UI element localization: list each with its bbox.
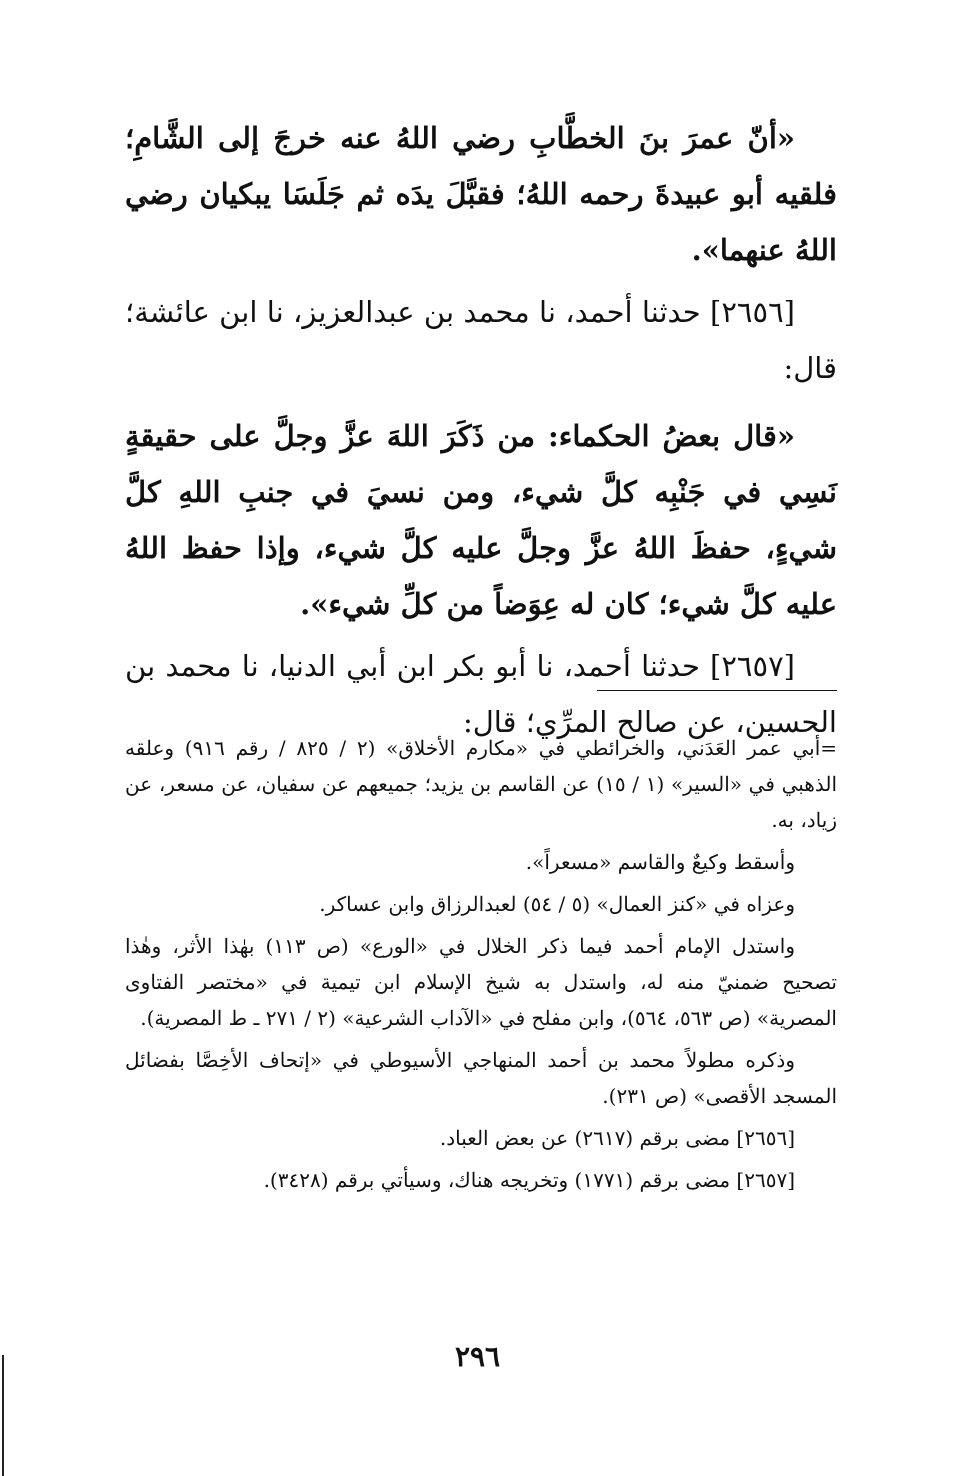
footnote-2656: [٢٦٥٦] مضى برقم (٢٦١٧) عن بعض العباد. xyxy=(439,1126,795,1150)
footnote-paragraph: وعزاه في «كنز العمال» (٥ / ٥٤) لعبدالرزاق وابن عساكر. xyxy=(319,892,795,916)
footnote-2657: [٢٦٥٧] مضى برقم (١٧٧١) وتخريجه هناك، وسيأتي برقم (٣٤٢٨). xyxy=(263,1168,795,1192)
footnote-paragraph: وأسقط وكيعٌ والقاسم «مسعراً». xyxy=(525,850,795,874)
main-text xyxy=(125,110,837,750)
hadith-2656-chain: [٢٦٥٦] حدثنا أحمد، نا محمد بن عبدالعزيز، نا ابن عائشة؛ قال: xyxy=(125,295,837,385)
footnotes xyxy=(125,730,837,1198)
footnote-paragraph: وذكره مطولاً محمد بن أحمد المنهاجي الأسيوطي في «إتحاف الأخِصَّا بفضائل المسجد الأقصى» (ص ٢٣١). xyxy=(125,1048,837,1108)
footnote-paragraph: واستدل الإمام أحمد فيما ذكر الخلال في «الورع» (ص ١١٣) بهٰذا الأثر، وهٰذا تصحيح ضمنيّ منه له، واستدل به شيخ الإسلام ابن تيمية في «مختصر الفتاوى المصرية» (ص ٥٦٣، ٥٦٤)، وابن مفلح في «الآداب الشرعية» (٢ / ٢٧١ ـ ط المصرية). xyxy=(125,934,837,1030)
footnote-continuation: =أبي عمر العَدَني، والخرائطي في «مكارم الأخلاق» (٢ / ٨٢٥ / رقم ٩١٦) وعلقه الذهبي في «السير» (١ / ١٥) عن القاسم بن يزيد؛ جميعهم عن سفيان، عن مسعر، عن زياد، به. xyxy=(125,736,838,832)
quote-hukama: «قال بعضُ الحكماء: من ذَكَرَ اللهَ عزَّ وجلَّ على حقيقةٍ نَسِي في جَنْبِه كلَّ شيء، ومن نسيَ في جنبِ اللهِ كلَّ شيءٍ، حفظَ اللهُ عزَّ وجلَّ عليه كلَّ شيء، وإذا حفظ اللهُ عليه كلَّ شيء؛ كان له عِوَضاً من كلِّ شيء». xyxy=(125,419,837,621)
quote-umar: «أنّ عمرَ بنَ الخطَّابِ رضي اللهُ عنه خرجَ إلى الشَّامِ؛ فلقيه أبو عبيدةَ رحمه اللهُ؛ فقبَّلَ يدَه ثم جَلَسَا يبكيان رضي اللهُ عنهما». xyxy=(125,121,837,267)
footnote-separator xyxy=(125,690,837,691)
hadith-2657-chain: [٢٦٥٧] حدثنا أحمد، نا أبو بكر ابن أبي الدنيا، نا محمد بن الحسين، عن صالح المرِّي؛ قال: xyxy=(125,649,837,739)
page-number: ٢٩٦ xyxy=(454,1340,501,1373)
separator-line xyxy=(597,690,837,691)
scan-margin-line xyxy=(2,1355,4,1476)
